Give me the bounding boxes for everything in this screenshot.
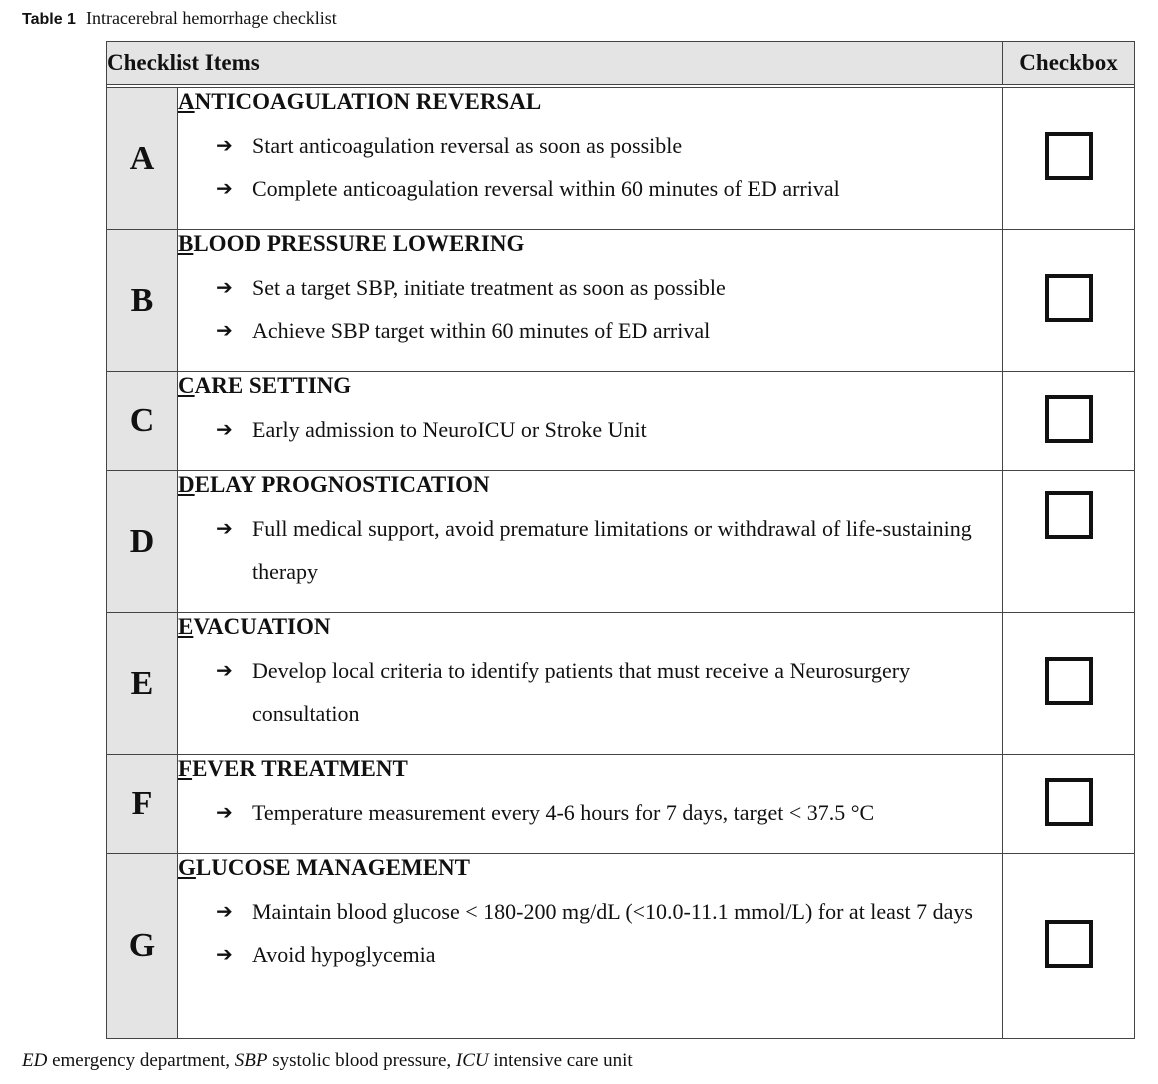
table-header-row — [107, 42, 1135, 85]
arrow-right-icon: ➔ — [216, 658, 233, 682]
table-title: Intracerebral hemorrhage checklist — [85, 8, 337, 28]
table-row — [107, 854, 1135, 1039]
row-letter: D — [107, 471, 178, 613]
arrow-right-icon: ➔ — [216, 318, 233, 342]
checkbox-cell — [1003, 88, 1135, 230]
checkbox-evacuation[interactable] — [1045, 657, 1093, 705]
arrow-right-icon: ➔ — [216, 275, 233, 299]
item-title: FEVER TREATMENT — [178, 756, 408, 781]
row-content — [178, 854, 1003, 1039]
checkbox-cell — [1003, 372, 1135, 471]
checkbox-anticoagulation-reversal[interactable] — [1045, 132, 1093, 180]
checkbox-care-setting[interactable] — [1045, 395, 1093, 443]
arrow-right-icon: ➔ — [216, 417, 233, 441]
arrow-right-icon: ➔ — [216, 176, 233, 200]
arrow-right-icon: ➔ — [216, 942, 233, 966]
row-letter: F — [107, 755, 178, 854]
arrow-right-icon: ➔ — [216, 800, 233, 824]
row-letter: A — [107, 88, 178, 230]
item-title: BLOOD PRESSURE LOWERING — [178, 231, 525, 256]
checklist-table — [106, 41, 1135, 1039]
item-title: ANTICOAGULATION REVERSAL — [178, 89, 542, 114]
table-row — [107, 471, 1135, 613]
table-footnote: ED emergency department, SBP systolic blood pressure, ICU intensive care unit — [22, 1050, 633, 1071]
item-title: EVACUATION — [178, 614, 331, 639]
header-checklist-items: Checklist Items — [107, 42, 1003, 85]
list-item: ➔ Start anticoagulation reversal as soon as possible — [178, 124, 1002, 167]
row-letter: C — [107, 372, 178, 471]
list-item: ➔ Achieve SBP target within 60 minutes of ED arrival — [178, 309, 1002, 352]
item-title: DELAY PROGNOSTICATION — [178, 472, 490, 497]
list-item: ➔ Complete anticoagulation reversal within 60 minutes of ED arrival — [178, 167, 1002, 210]
list-item: ➔ Full medical support, avoid premature limitations or withdrawal of life-sustaining therapy — [178, 507, 1002, 593]
checkbox-cell — [1003, 230, 1135, 372]
table-row — [107, 755, 1135, 854]
table-row — [107, 372, 1135, 471]
item-title: GLUCOSE MANAGEMENT — [178, 855, 470, 880]
checkbox-cell — [1003, 613, 1135, 755]
table-row — [107, 230, 1135, 372]
checkbox-delay-prognostication[interactable] — [1045, 491, 1093, 539]
item-title: CARE SETTING — [178, 373, 352, 398]
table-row — [107, 613, 1135, 755]
checkbox-cell — [1003, 471, 1135, 613]
list-item: ➔ Early admission to NeuroICU or Stroke Unit — [178, 408, 1002, 451]
checkbox-cell — [1003, 854, 1135, 1039]
arrow-right-icon: ➔ — [216, 516, 233, 540]
table-caption — [22, 6, 337, 32]
list-item: ➔ Avoid hypoglycemia — [178, 933, 1002, 976]
checkbox-blood-pressure-lowering[interactable] — [1045, 274, 1093, 322]
arrow-right-icon: ➔ — [216, 133, 233, 157]
row-content — [178, 88, 1003, 230]
table-label: Table 1 — [22, 11, 76, 28]
row-content — [178, 372, 1003, 471]
checkbox-cell — [1003, 755, 1135, 854]
checkbox-glucose-management[interactable] — [1045, 920, 1093, 968]
table-row — [107, 88, 1135, 230]
list-item: ➔ Develop local criteria to identify patients that must receive a Neurosurgery consultation — [178, 649, 1002, 735]
list-item: ➔ Maintain blood glucose < 180-200 mg/dL (<10.0-11.1 mmol/L) for at least 7 days — [178, 890, 1002, 933]
row-letter: B — [107, 230, 178, 372]
list-item: ➔ Set a target SBP, initiate treatment as soon as possible — [178, 266, 1002, 309]
list-item: ➔ Temperature measurement every 4-6 hours for 7 days, target < 37.5 °C — [178, 791, 1002, 834]
row-content — [178, 613, 1003, 755]
header-checkbox: Checkbox — [1003, 42, 1135, 85]
row-content — [178, 755, 1003, 854]
row-content — [178, 230, 1003, 372]
checkbox-fever-treatment[interactable] — [1045, 778, 1093, 826]
arrow-right-icon: ➔ — [216, 899, 233, 923]
row-letter: E — [107, 613, 178, 755]
row-letter: G — [107, 854, 178, 1039]
row-content — [178, 471, 1003, 613]
